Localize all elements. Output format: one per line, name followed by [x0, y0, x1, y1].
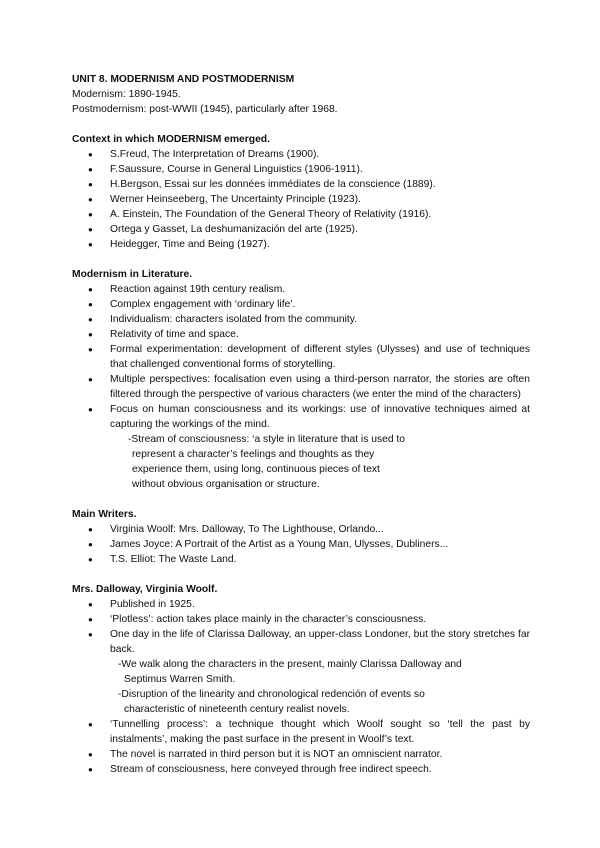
list-item: ● Complex engagement with ‘ordinary life’. [72, 297, 530, 312]
modernism-dates: Modernism: 1890-1945. [72, 89, 181, 100]
dalloway-subpoints [72, 657, 530, 717]
list-item: ● Individualism: characters isolated from the community. [72, 312, 530, 327]
subpoint-line: -We walk along the characters in the present, mainly Clarissa Dalloway and [118, 659, 462, 670]
dalloway-heading: Mrs. Dalloway, Virginia Woolf. [72, 584, 218, 595]
subpoint-line: characteristic of nineteenth century realist novels. [124, 704, 350, 715]
dalloway-list-continued [72, 717, 530, 777]
list-item: ● A. Einstein, The Foundation of the General Theory of Relativity (1916). [72, 207, 530, 222]
stream-line: represent a character’s feelings and thoughts as they [132, 449, 375, 460]
context-heading: Context in which MODERNISM emerged. [72, 134, 270, 145]
subpoint-line: Septimus Warren Smith. [124, 674, 236, 685]
list-item: ● S.Freud, The Interpretation of Dreams (1900). [72, 147, 530, 162]
list-item: ● James Joyce: A Portrait of the Artist as a Young Man, Ulysses, Dubliners... [72, 537, 530, 552]
list-item: ● Relativity of time and space. [72, 327, 530, 342]
list-item: ● F.Saussure, Course in General Linguistics (1906-1911). [72, 162, 530, 177]
stream-line: -Stream of consciousness: ‘a style in literature that is used to [128, 434, 406, 445]
postmodernism-dates: Postmodernism: post-WWII (1945), particularly after 1968. [72, 104, 338, 115]
list-item: ● One day in the life of Clarissa Dalloway, an upper-class Londoner, but the story stretches far back. [72, 627, 530, 657]
list-item: ● T.S. Elliot: The Waste Land. [72, 552, 530, 567]
list-item: ● Werner Heinseeberg, The Uncertainty Principle (1923). [72, 192, 530, 207]
list-item: ● Focus on human consciousness and its workings: use of innovative techniques aimed at capturing the workings of the mind. [72, 402, 530, 432]
list-item: ● Multiple perspectives: focalisation even using a third-person narrator, the stories are often filtered through the perspective of various characters (we enter the mind of the characters) [72, 372, 530, 402]
list-item: ● Published in 1925. [72, 597, 530, 612]
list-item: ● H.Bergson, Essai sur les données immédiates de la conscience (1889). [72, 177, 530, 192]
literature-heading: Modernism in Literature. [72, 269, 193, 280]
stream-line: without obvious organisation or structure. [132, 479, 320, 490]
list-item: ● Formal experimentation: development of different styles (Ulysses) and use of techniques that challenged conventional forms of storytelling. [72, 342, 530, 372]
context-list [72, 147, 530, 252]
list-item: ● Stream of consciousness, here conveyed through free indirect speech. [72, 762, 530, 777]
list-item: ● Ortega y Gasset, La deshumanización del arte (1925). [72, 222, 530, 237]
list-item: ● Heidegger, Time and Being (1927). [72, 237, 530, 252]
dalloway-list [72, 597, 530, 657]
list-item: ● ‘Plotless’: action takes place mainly in the character’s consciousness. [72, 612, 530, 627]
writers-heading: Main Writers. [72, 509, 137, 520]
list-item: ● Virginia Woolf: Mrs. Dalloway, To The Lighthouse, Orlando... [72, 522, 530, 537]
list-item: ● ‘Tunnelling process’: a technique thought which Woolf sought so ‘tell the past by instalments’, making the past surface in the present in Woolf’s text. [72, 717, 530, 747]
list-item: ● Reaction against 19th century realism. [72, 282, 530, 297]
list-item: ● The novel is narrated in third person but it is NOT an omniscient narrator. [72, 747, 530, 762]
writers-list [72, 522, 530, 567]
stream-line: experience them, using long, continuous pieces of text [132, 464, 380, 475]
subpoint-line: -Disruption of the linearity and chronological redención of events so [118, 689, 425, 700]
unit-title: UNIT 8. MODERNISM AND POSTMODERNISM [72, 74, 295, 85]
literature-list [72, 282, 530, 432]
stream-definition [72, 432, 530, 492]
